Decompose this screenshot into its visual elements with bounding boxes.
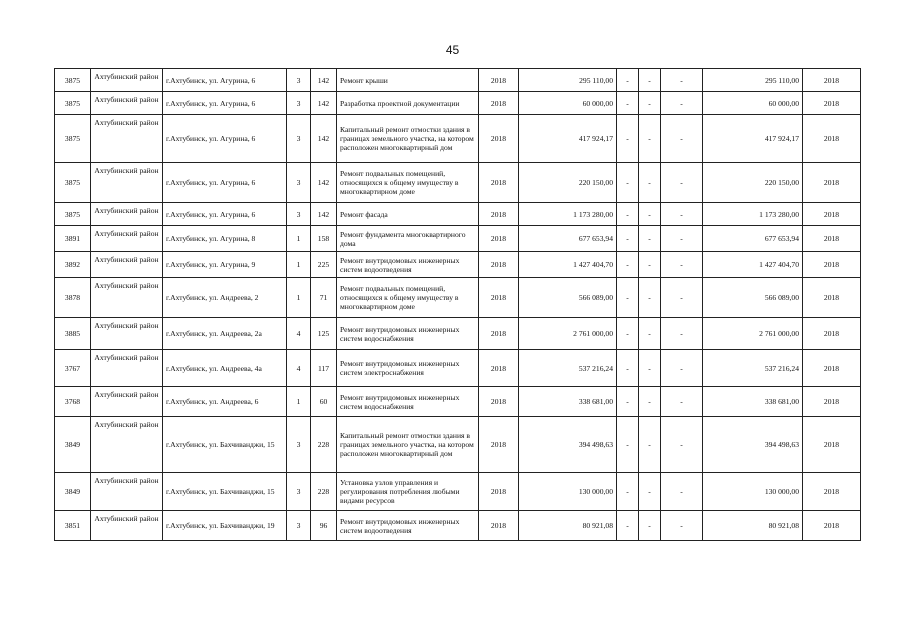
district-cell: Ахтубинский район — [91, 203, 163, 226]
floors-cell: 3 — [287, 203, 311, 226]
dash-cell: - — [661, 387, 703, 417]
total-cell: 1 427 404,70 — [703, 252, 803, 278]
cost-cell: 295 110,00 — [519, 69, 617, 92]
record-id-cell: 3885 — [55, 318, 91, 350]
district-cell: Ахтубинский район — [91, 417, 163, 473]
work-type-cell: Капитальный ремонт отмостки здания в границах земельного участка, на котором расположен многоквартирный дом — [337, 417, 479, 473]
floors-cell: 3 — [287, 115, 311, 163]
cost-cell: 537 216,24 — [519, 350, 617, 387]
table-row — [55, 226, 861, 252]
year-cell: 2018 — [479, 115, 519, 163]
dash-cell: - — [661, 203, 703, 226]
table-row — [55, 417, 861, 473]
dash-cell: - — [661, 92, 703, 115]
work-type-cell: Разработка проектной документации — [337, 92, 479, 115]
dash-cell: - — [639, 92, 661, 115]
floors-cell: 4 — [287, 318, 311, 350]
year-cell: 2018 — [479, 226, 519, 252]
year-cell: 2018 — [479, 252, 519, 278]
dash-cell: - — [617, 92, 639, 115]
end-year-cell: 2018 — [803, 278, 861, 318]
table-row — [55, 278, 861, 318]
page-number: 45 — [445, 43, 460, 57]
dash-cell: - — [617, 163, 639, 203]
district-cell: Ахтубинский район — [91, 511, 163, 541]
number-cell: 96 — [311, 511, 337, 541]
record-id-cell: 3892 — [55, 252, 91, 278]
floors-cell: 3 — [287, 511, 311, 541]
number-cell: 228 — [311, 473, 337, 511]
dash-cell: - — [661, 318, 703, 350]
dash-cell: - — [639, 69, 661, 92]
end-year-cell: 2018 — [803, 417, 861, 473]
year-cell: 2018 — [479, 92, 519, 115]
total-cell: 566 089,00 — [703, 278, 803, 318]
dash-cell: - — [661, 69, 703, 92]
number-cell: 117 — [311, 350, 337, 387]
end-year-cell: 2018 — [803, 226, 861, 252]
address-cell: г.Ахтубинск, ул. Агурина, 8 — [163, 226, 287, 252]
address-cell: г.Ахтубинск, ул. Агурина, 6 — [163, 115, 287, 163]
address-cell: г.Ахтубинск, ул. Агурина, 6 — [163, 69, 287, 92]
district-cell: Ахтубинский район — [91, 163, 163, 203]
dash-cell: - — [639, 350, 661, 387]
end-year-cell: 2018 — [803, 318, 861, 350]
address-cell: г.Ахтубинск, ул. Бахчиванджи, 19 — [163, 511, 287, 541]
record-id-cell: 3849 — [55, 417, 91, 473]
address-cell: г.Ахтубинск, ул. Андреева, 4а — [163, 350, 287, 387]
repair-program-table — [54, 68, 861, 541]
district-cell: Ахтубинский район — [91, 278, 163, 318]
work-type-cell: Ремонт внутридомовых инженерных систем электроснабжения — [337, 350, 479, 387]
work-type-cell: Ремонт крыши — [337, 69, 479, 92]
table-row — [55, 318, 861, 350]
work-type-cell: Ремонт внутридомовых инженерных систем водоснабжения — [337, 318, 479, 350]
year-cell: 2018 — [479, 278, 519, 318]
number-cell: 125 — [311, 318, 337, 350]
cost-cell: 394 498,63 — [519, 417, 617, 473]
end-year-cell: 2018 — [803, 350, 861, 387]
record-id-cell: 3875 — [55, 163, 91, 203]
table-row — [55, 92, 861, 115]
address-cell: г.Ахтубинск, ул. Андреева, 2 — [163, 278, 287, 318]
dash-cell: - — [661, 511, 703, 541]
total-cell: 338 681,00 — [703, 387, 803, 417]
work-type-cell: Установка узлов управления и регулирования потребления любыми видами ресурсов — [337, 473, 479, 511]
cost-cell: 1 427 404,70 — [519, 252, 617, 278]
record-id-cell: 3851 — [55, 511, 91, 541]
dash-cell: - — [661, 417, 703, 473]
record-id-cell: 3875 — [55, 69, 91, 92]
table-row — [55, 69, 861, 92]
work-type-cell: Ремонт фасада — [337, 203, 479, 226]
cost-cell: 338 681,00 — [519, 387, 617, 417]
district-cell: Ахтубинский район — [91, 92, 163, 115]
dash-cell: - — [617, 278, 639, 318]
table-row — [55, 203, 861, 226]
dash-cell: - — [639, 252, 661, 278]
cost-cell: 130 000,00 — [519, 473, 617, 511]
cost-cell: 80 921,08 — [519, 511, 617, 541]
total-cell: 60 000,00 — [703, 92, 803, 115]
cost-cell: 417 924,17 — [519, 115, 617, 163]
number-cell: 71 — [311, 278, 337, 318]
number-cell: 142 — [311, 92, 337, 115]
record-id-cell: 3849 — [55, 473, 91, 511]
address-cell: г.Ахтубинск, ул. Агурина, 6 — [163, 203, 287, 226]
floors-cell: 1 — [287, 278, 311, 318]
dash-cell: - — [639, 115, 661, 163]
address-cell: г.Ахтубинск, ул. Андреева, 6 — [163, 387, 287, 417]
dash-cell: - — [661, 278, 703, 318]
district-cell: Ахтубинский район — [91, 115, 163, 163]
dash-cell: - — [639, 387, 661, 417]
floors-cell: 3 — [287, 473, 311, 511]
dash-cell: - — [639, 318, 661, 350]
dash-cell: - — [617, 115, 639, 163]
dash-cell: - — [617, 252, 639, 278]
cost-cell: 1 173 280,00 — [519, 203, 617, 226]
cost-cell: 60 000,00 — [519, 92, 617, 115]
total-cell: 220 150,00 — [703, 163, 803, 203]
work-type-cell: Ремонт подвальных помещений, относящихся к общему имуществу в многоквартирном доме — [337, 163, 479, 203]
end-year-cell: 2018 — [803, 203, 861, 226]
record-id-cell: 3768 — [55, 387, 91, 417]
end-year-cell: 2018 — [803, 163, 861, 203]
district-cell: Ахтубинский район — [91, 387, 163, 417]
record-id-cell: 3875 — [55, 115, 91, 163]
end-year-cell: 2018 — [803, 115, 861, 163]
floors-cell: 3 — [287, 92, 311, 115]
table-body — [55, 69, 861, 541]
number-cell: 142 — [311, 115, 337, 163]
dash-cell: - — [617, 69, 639, 92]
year-cell: 2018 — [479, 511, 519, 541]
dash-cell: - — [617, 203, 639, 226]
work-type-cell: Ремонт внутридомовых инженерных систем водоотведения — [337, 252, 479, 278]
table-row — [55, 252, 861, 278]
number-cell: 142 — [311, 203, 337, 226]
floors-cell: 3 — [287, 69, 311, 92]
table-row — [55, 163, 861, 203]
work-type-cell: Ремонт внутридомовых инженерных систем водоотведения — [337, 511, 479, 541]
cost-cell: 220 150,00 — [519, 163, 617, 203]
dash-cell: - — [639, 511, 661, 541]
district-cell: Ахтубинский район — [91, 252, 163, 278]
address-cell: г.Ахтубинск, ул. Бахчиванджи, 15 — [163, 473, 287, 511]
end-year-cell: 2018 — [803, 473, 861, 511]
dash-cell: - — [617, 226, 639, 252]
dash-cell: - — [617, 387, 639, 417]
dash-cell: - — [661, 350, 703, 387]
table-row — [55, 115, 861, 163]
total-cell: 1 173 280,00 — [703, 203, 803, 226]
number-cell: 158 — [311, 226, 337, 252]
end-year-cell: 2018 — [803, 511, 861, 541]
floors-cell: 1 — [287, 252, 311, 278]
year-cell: 2018 — [479, 318, 519, 350]
dash-cell: - — [639, 278, 661, 318]
dash-cell: - — [639, 163, 661, 203]
end-year-cell: 2018 — [803, 252, 861, 278]
total-cell: 295 110,00 — [703, 69, 803, 92]
dash-cell: - — [617, 350, 639, 387]
floors-cell: 3 — [287, 163, 311, 203]
record-id-cell: 3767 — [55, 350, 91, 387]
dash-cell: - — [617, 473, 639, 511]
floors-cell: 3 — [287, 417, 311, 473]
year-cell: 2018 — [479, 473, 519, 511]
dash-cell: - — [639, 203, 661, 226]
dash-cell: - — [661, 115, 703, 163]
cost-cell: 566 089,00 — [519, 278, 617, 318]
floors-cell: 4 — [287, 350, 311, 387]
floors-cell: 1 — [287, 387, 311, 417]
record-id-cell: 3875 — [55, 92, 91, 115]
year-cell: 2018 — [479, 417, 519, 473]
total-cell: 677 653,94 — [703, 226, 803, 252]
end-year-cell: 2018 — [803, 69, 861, 92]
dash-cell: - — [639, 226, 661, 252]
district-cell: Ахтубинский район — [91, 69, 163, 92]
address-cell: г.Ахтубинск, ул. Агурина, 6 — [163, 163, 287, 203]
table-row — [55, 350, 861, 387]
cost-cell: 677 653,94 — [519, 226, 617, 252]
cost-cell: 2 761 000,00 — [519, 318, 617, 350]
district-cell: Ахтубинский район — [91, 318, 163, 350]
dash-cell: - — [639, 417, 661, 473]
table-row — [55, 511, 861, 541]
year-cell: 2018 — [479, 69, 519, 92]
dash-cell: - — [617, 511, 639, 541]
dash-cell: - — [639, 473, 661, 511]
dash-cell: - — [661, 473, 703, 511]
dash-cell: - — [617, 417, 639, 473]
record-id-cell: 3875 — [55, 203, 91, 226]
work-type-cell: Ремонт фундамента многоквартирного дома — [337, 226, 479, 252]
district-cell: Ахтубинский район — [91, 350, 163, 387]
work-type-cell: Ремонт подвальных помещений, относящихся к общему имуществу в многоквартирном доме — [337, 278, 479, 318]
total-cell: 537 216,24 — [703, 350, 803, 387]
total-cell: 2 761 000,00 — [703, 318, 803, 350]
record-id-cell: 3878 — [55, 278, 91, 318]
end-year-cell: 2018 — [803, 387, 861, 417]
year-cell: 2018 — [479, 163, 519, 203]
end-year-cell: 2018 — [803, 92, 861, 115]
dash-cell: - — [617, 318, 639, 350]
district-cell: Ахтубинский район — [91, 226, 163, 252]
address-cell: г.Ахтубинск, ул. Бахчиванджи, 15 — [163, 417, 287, 473]
table-row — [55, 387, 861, 417]
dash-cell: - — [661, 163, 703, 203]
work-type-cell: Капитальный ремонт отмостки здания в границах земельного участка, на котором расположен многоквартирный дом — [337, 115, 479, 163]
dash-cell: - — [661, 252, 703, 278]
floors-cell: 1 — [287, 226, 311, 252]
work-type-cell: Ремонт внутридомовых инженерных систем водоснабжения — [337, 387, 479, 417]
record-id-cell: 3891 — [55, 226, 91, 252]
dash-cell: - — [661, 226, 703, 252]
number-cell: 60 — [311, 387, 337, 417]
year-cell: 2018 — [479, 203, 519, 226]
number-cell: 225 — [311, 252, 337, 278]
total-cell: 130 000,00 — [703, 473, 803, 511]
total-cell: 80 921,08 — [703, 511, 803, 541]
total-cell: 417 924,17 — [703, 115, 803, 163]
total-cell: 394 498,63 — [703, 417, 803, 473]
district-cell: Ахтубинский район — [91, 473, 163, 511]
year-cell: 2018 — [479, 387, 519, 417]
number-cell: 228 — [311, 417, 337, 473]
table-row — [55, 473, 861, 511]
address-cell: г.Ахтубинск, ул. Агурина, 9 — [163, 252, 287, 278]
year-cell: 2018 — [479, 350, 519, 387]
address-cell: г.Ахтубинск, ул. Андреева, 2а — [163, 318, 287, 350]
number-cell: 142 — [311, 163, 337, 203]
number-cell: 142 — [311, 69, 337, 92]
address-cell: г.Ахтубинск, ул. Агурина, 6 — [163, 92, 287, 115]
